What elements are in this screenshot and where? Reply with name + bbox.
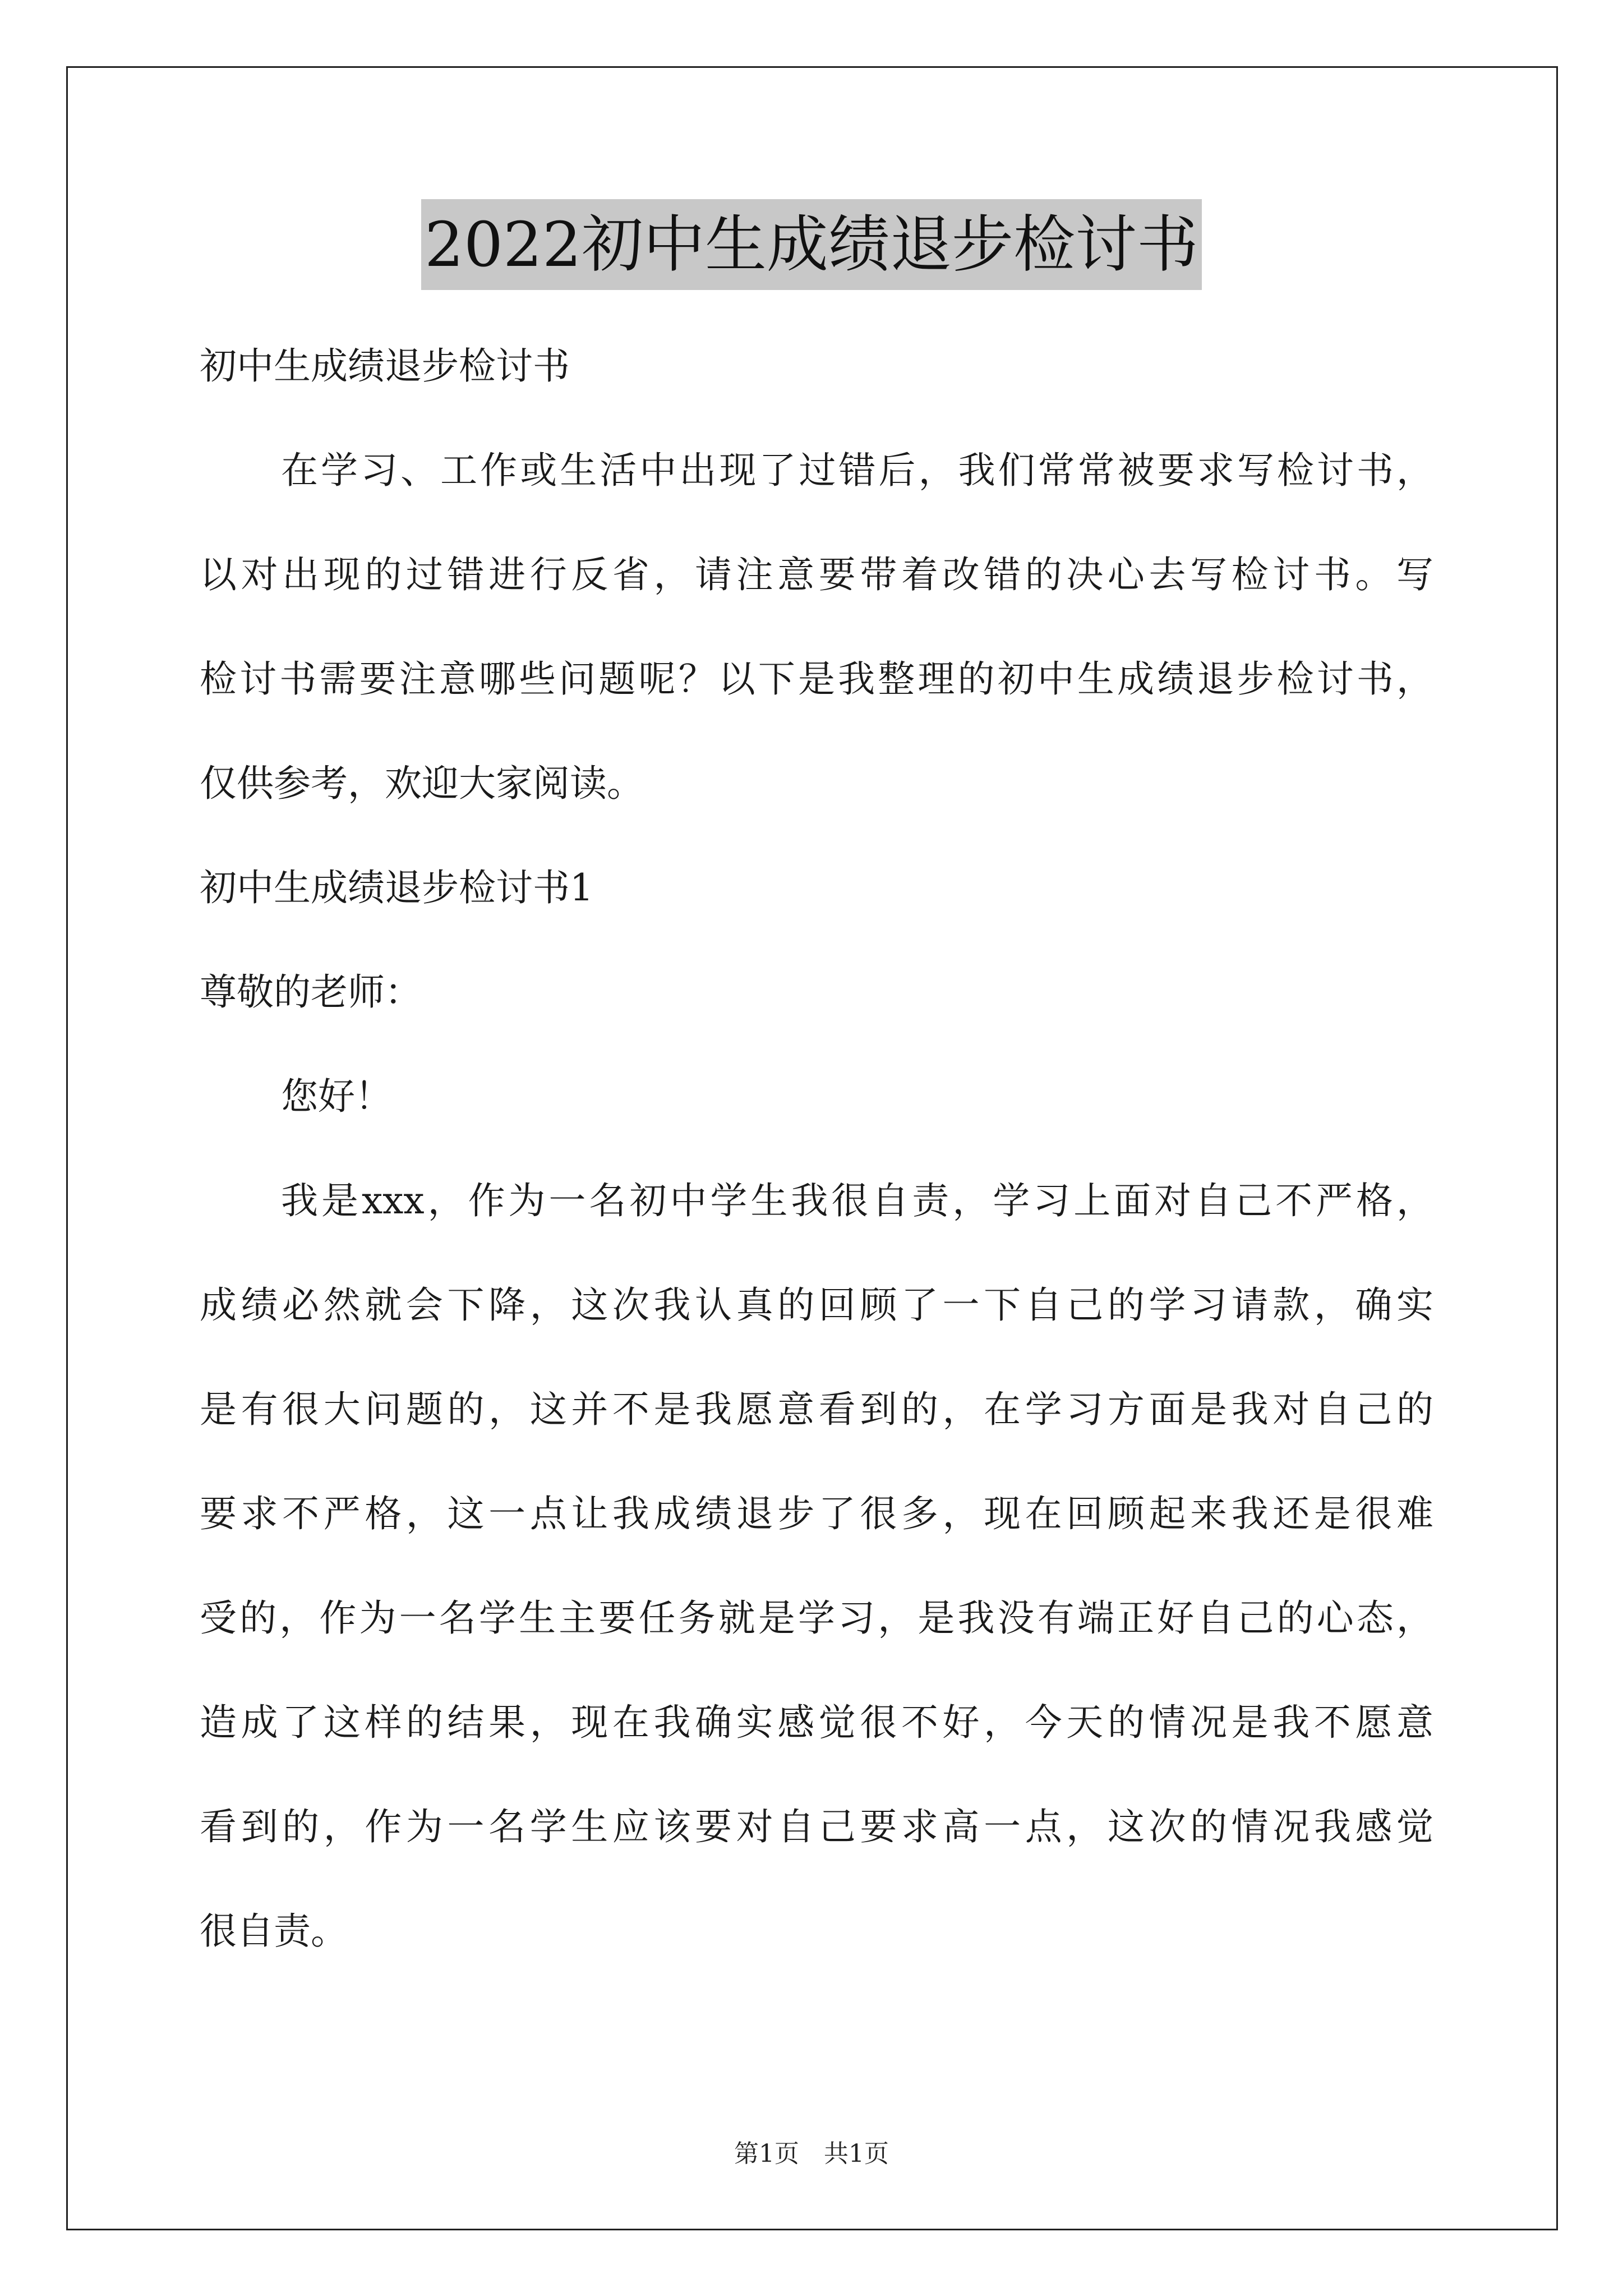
salutation: 尊敬的老师： xyxy=(200,970,422,1014)
body-line-1: 我是xxx，作为一名初中学生我很自责，学习上面对自己不严格， xyxy=(281,1179,1433,1222)
page-footer xyxy=(0,2137,1623,2171)
intro-line-3: 检讨书需要注意哪些问题呢？以下是我整理的初中生成绩退步检讨书， xyxy=(200,657,1433,701)
body-line-8: 很自责。 xyxy=(200,1910,348,1953)
section-heading: 初中生成绩退步检讨书1 xyxy=(200,866,593,909)
body-line-4: 要求不严格，这一点让我成绩退步了很多，现在回顾起来我还是很难 xyxy=(200,1492,1433,1535)
title-container xyxy=(0,199,1623,290)
greeting: 您好！ xyxy=(281,1075,392,1118)
body-line-3: 是有很大问题的，这并不是我愿意看到的，在学习方面是我对自己的 xyxy=(200,1388,1433,1431)
body-line-7: 看到的，作为一名学生应该要对自己要求高一点，这次的情况我感觉 xyxy=(200,1805,1433,1848)
intro-line-4: 仅供参考，欢迎大家阅读。 xyxy=(200,762,644,805)
body-line-5: 受的，作为一名学生主要任务就是学习，是我没有端正好自己的心态， xyxy=(200,1596,1433,1640)
intro-line-2: 以对出现的过错进行反省，请注意要带着改错的决心去写检讨书。写 xyxy=(200,553,1433,596)
document-body xyxy=(200,314,1433,1984)
intro-line-1: 在学习、工作或生活中出现了过错后，我们常常被要求写检讨书， xyxy=(281,449,1433,492)
body-line-2: 成绩必然就会下降，这次我认真的回顾了一下自己的学习请款，确实 xyxy=(200,1283,1433,1327)
document-title: 2022初中生成绩退步检讨书 xyxy=(421,199,1202,290)
subtitle: 初中生成绩退步检讨书 xyxy=(200,344,570,388)
page-number: 第1页 共1页 xyxy=(734,2139,889,2168)
body-line-6: 造成了这样的结果，现在我确实感觉很不好，今天的情况是我不愿意 xyxy=(200,1701,1433,1744)
